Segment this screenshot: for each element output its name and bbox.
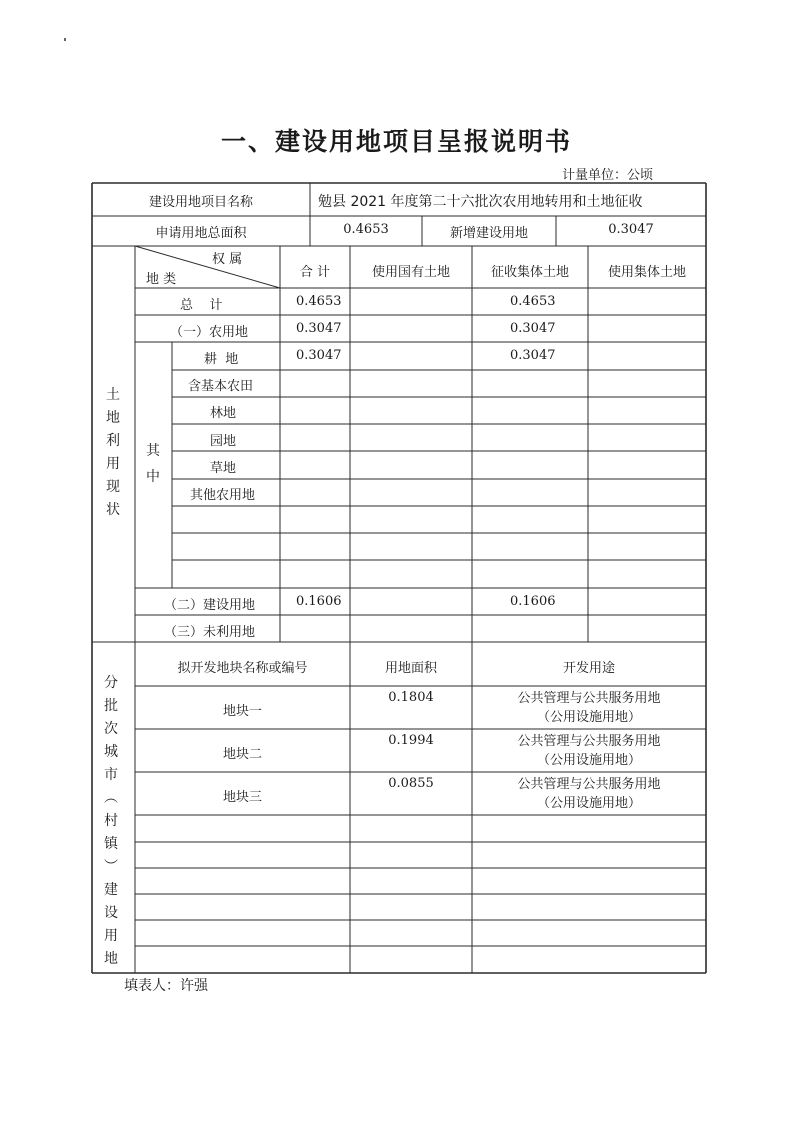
batch-col-area-header: 用地面积: [384, 661, 437, 676]
parcel-1-purpose-line1: 公共管理与公共服务用地: [517, 691, 661, 706]
col-state-header: 使用国有土地: [371, 265, 450, 280]
land-use-section-label: 土 地 利 用 现 状: [106, 387, 120, 518]
farmland-row-collected: 0.3047: [510, 321, 556, 336]
cultivated-row-collected: 0.3047: [510, 348, 556, 363]
row-label-unused: （三）未利用地: [164, 625, 256, 640]
batch-col-purpose-header: 开发用途: [562, 661, 615, 676]
parcel-2-purpose-line1: 公共管理与公共服务用地: [517, 734, 661, 749]
row-label-farmland: （一）农用地: [170, 325, 249, 340]
sub-group-label: 其 中: [146, 443, 160, 485]
total-area-label: 申请用地总面积: [155, 226, 247, 241]
parcel-2-area: 0.1994: [388, 733, 434, 748]
total-row-collected: 0.4653: [510, 294, 556, 309]
col-collective-header: 使用集体土地: [607, 265, 686, 280]
construction-row-collected: 0.1606: [510, 594, 556, 609]
row-label-grass: 草地: [210, 461, 237, 476]
parcel-3-name: 地块三: [222, 790, 262, 805]
total-row-total: 0.4653: [296, 294, 342, 309]
row-label-other-farmland: 其他农用地: [190, 488, 256, 503]
row-label-cultivated: 耕 地: [204, 352, 239, 367]
total-area-value: 0.4653: [343, 222, 389, 237]
parcel-1-area: 0.1804: [388, 690, 434, 705]
form-filler: [124, 975, 208, 995]
row-label-forest: 林地: [210, 406, 237, 421]
col-collected-header: 征收集体土地: [490, 265, 569, 280]
row-label-construction: （二）建设用地: [164, 598, 256, 613]
parcel-3-purpose-line2: （公用设施用地）: [536, 796, 641, 811]
parcel-2-purpose-line2: （公用设施用地）: [536, 753, 641, 768]
parcel-1-purpose-line2: （公用设施用地）: [536, 710, 641, 725]
project-name-label: 建设用地项目名称: [148, 195, 253, 210]
batch-col-name-header: 拟开发地块名称或编号: [177, 661, 308, 676]
filler-name: 许强: [180, 978, 208, 994]
parcel-1-name: 地块一: [222, 704, 262, 719]
scan-speck: [64, 38, 66, 41]
unit-note: 计量单位：公顷: [562, 168, 654, 183]
row-label-basic-farmland: 含基本农田: [188, 379, 254, 394]
new-build-value: 0.3047: [608, 222, 654, 237]
parcel-2-name: 地块二: [222, 747, 262, 762]
header-ownership: 权 属: [212, 252, 243, 267]
batch-section-label: 分 批 次 城 市 ︵ 村 镇 ︶ 建 设 用 地: [104, 675, 118, 967]
page-title: 一、建设用地项目呈报说明书: [220, 127, 572, 156]
col-total-header: 合 计: [299, 265, 331, 280]
row-label-total: 总 计: [180, 298, 223, 313]
farmland-row-total: 0.3047: [296, 321, 342, 336]
header-landtype: 地 类: [146, 272, 177, 287]
row-label-garden: 园地: [210, 434, 237, 449]
cultivated-row-total: 0.3047: [296, 348, 342, 363]
new-build-label: 新增建设用地: [449, 226, 528, 241]
filler-label: 填表人：: [124, 978, 180, 994]
parcel-3-purpose-line1: 公共管理与公共服务用地: [517, 777, 661, 792]
construction-row-total: 0.1606: [296, 594, 342, 609]
project-name-value: 勉县 2021 年度第二十六批次农用地转用和土地征收: [318, 194, 643, 210]
parcel-3-area: 0.0855: [388, 776, 434, 791]
